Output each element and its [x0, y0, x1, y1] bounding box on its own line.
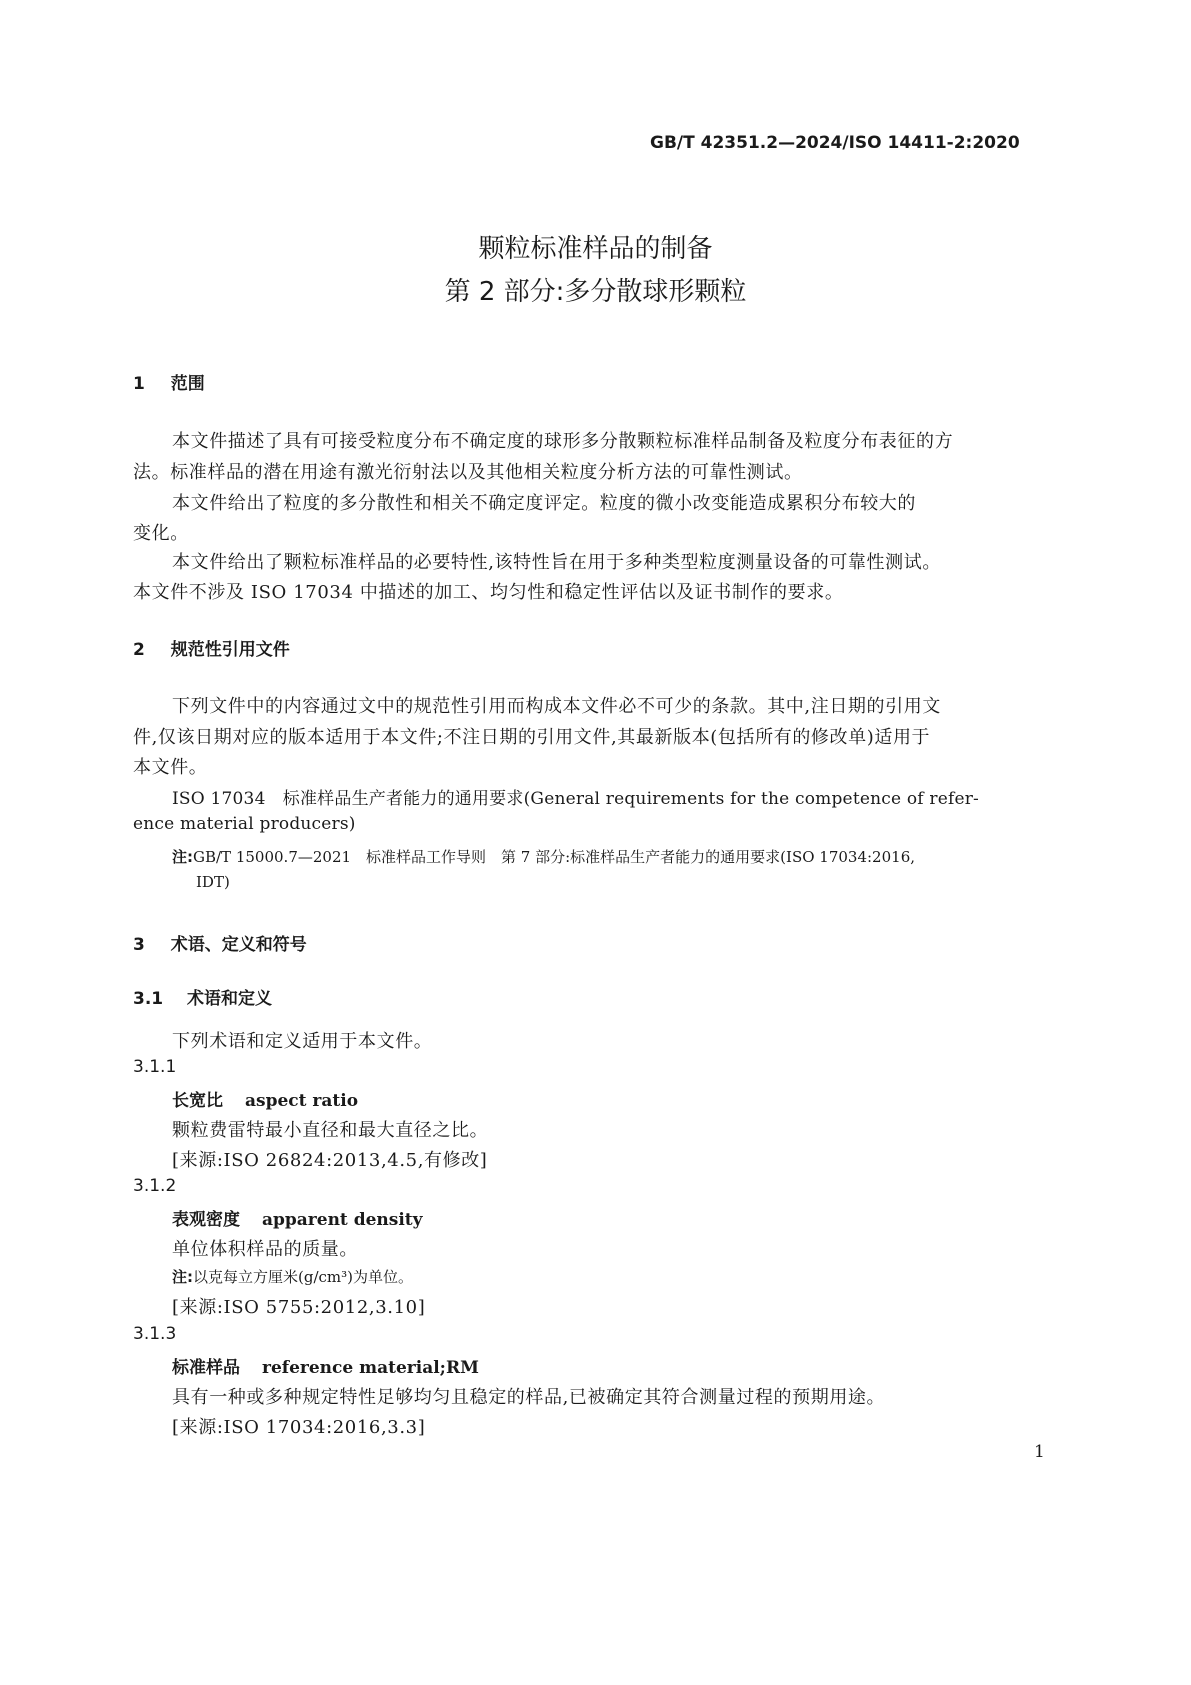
section-1-heading — [133, 369, 205, 394]
reference-entry-line: ence material producers) — [133, 814, 356, 834]
term-english: apparent density — [262, 1210, 423, 1230]
page-number: 1 — [1034, 1442, 1045, 1462]
term-chinese: 长宽比 — [172, 1091, 223, 1111]
note-label: 注: — [172, 1268, 193, 1286]
paragraph-line: 件,仅该日期对应的版本适用于本文件;不注日期的引用文件,其最新版本(包括所有的修改单)适用于 — [133, 727, 931, 748]
term-heading — [172, 1086, 358, 1111]
note-text: 以克每立方厘米(g/cm³)为单位。 — [193, 1268, 413, 1286]
paragraph-line: 法。标准样品的潜在用途有激光衍射法以及其他相关粒度分析方法的可靠性测试。 — [133, 462, 803, 483]
paragraph-line: 本文件给出了粒度的多分散性和相关不确定度评定。粒度的微小改变能造成累积分布较大的 — [172, 493, 916, 514]
term-chinese: 表观密度 — [172, 1210, 240, 1230]
term-heading — [172, 1353, 479, 1378]
subsection-title: 术语和定义 — [187, 989, 273, 1009]
section-number: 2 — [133, 640, 145, 660]
term-definition: 颗粒费雷特最小直径和最大直径之比。 — [172, 1120, 489, 1141]
term-definition: 单位体积样品的质量。 — [172, 1239, 358, 1260]
term-english: reference material;RM — [262, 1358, 479, 1378]
subsection-3-1-heading — [133, 984, 272, 1009]
paragraph-line: 本文件不涉及 ISO 17034 中描述的加工、均匀性和稳定性评估以及证书制作的要求。 — [133, 582, 844, 603]
paragraph-line: 本文件描述了具有可接受粒度分布不确定度的球形多分散颗粒标准样品制备及粒度分布表征的方 — [172, 431, 954, 452]
section-3-heading — [133, 930, 307, 955]
section-title: 规范性引用文件 — [170, 640, 290, 660]
term-source: [来源:ISO 5755:2012,3.10] — [172, 1297, 426, 1318]
subsection-number: 3.1 — [133, 989, 164, 1009]
standard-number: GB/T 42351.2—2024/ISO 14411-2:2020 — [650, 133, 1020, 153]
reference-entry-line: ISO 17034 标准样品生产者能力的通用要求(General requirements for the competence of refer- — [172, 789, 979, 809]
section-number: 3 — [133, 935, 145, 955]
title-line-2: 第 2 部分:多分散球形颗粒 — [444, 277, 747, 307]
note — [172, 846, 915, 867]
term-number: 3.1.3 — [133, 1324, 177, 1344]
term-number: 3.1.1 — [133, 1057, 177, 1077]
subsection-intro: 下列术语和定义适用于本文件。 — [172, 1031, 433, 1052]
section-number: 1 — [133, 374, 145, 394]
paragraph-line: 下列文件中的内容通过文中的规范性引用而构成本文件必不可少的条款。其中,注日期的引用文 — [172, 696, 941, 717]
note-label: 注: — [172, 848, 193, 866]
term-english: aspect ratio — [245, 1091, 359, 1111]
paragraph-line: 本文件给出了颗粒标准样品的必要特性,该特性旨在用于多种类型粒度测量设备的可靠性测试。 — [172, 552, 941, 573]
paragraph-line: 本文件。 — [133, 757, 208, 778]
term-source: [来源:ISO 26824:2013,4.5,有修改] — [172, 1150, 488, 1171]
paragraph-line: 变化。 — [133, 523, 189, 544]
note-continuation: IDT) — [196, 873, 230, 891]
term-definition: 具有一种或多种规定特性足够均匀且稳定的样品,已被确定其符合测量过程的预期用途。 — [172, 1387, 886, 1408]
term-heading — [172, 1205, 423, 1230]
term-chinese: 标准样品 — [172, 1358, 240, 1378]
section-title: 术语、定义和符号 — [170, 935, 307, 955]
section-title: 范围 — [170, 374, 205, 394]
term-source: [来源:ISO 17034:2016,3.3] — [172, 1417, 426, 1438]
section-2-heading — [133, 635, 290, 660]
note-text: GB/T 15000.7—2021 标准样品工作导则 第 7 部分:标准样品生产者能力的通用要求(ISO 17034:2016, — [193, 848, 916, 866]
term-note — [172, 1266, 413, 1287]
title-line-1: 颗粒标准样品的制备 — [478, 234, 713, 264]
term-number: 3.1.2 — [133, 1176, 177, 1196]
